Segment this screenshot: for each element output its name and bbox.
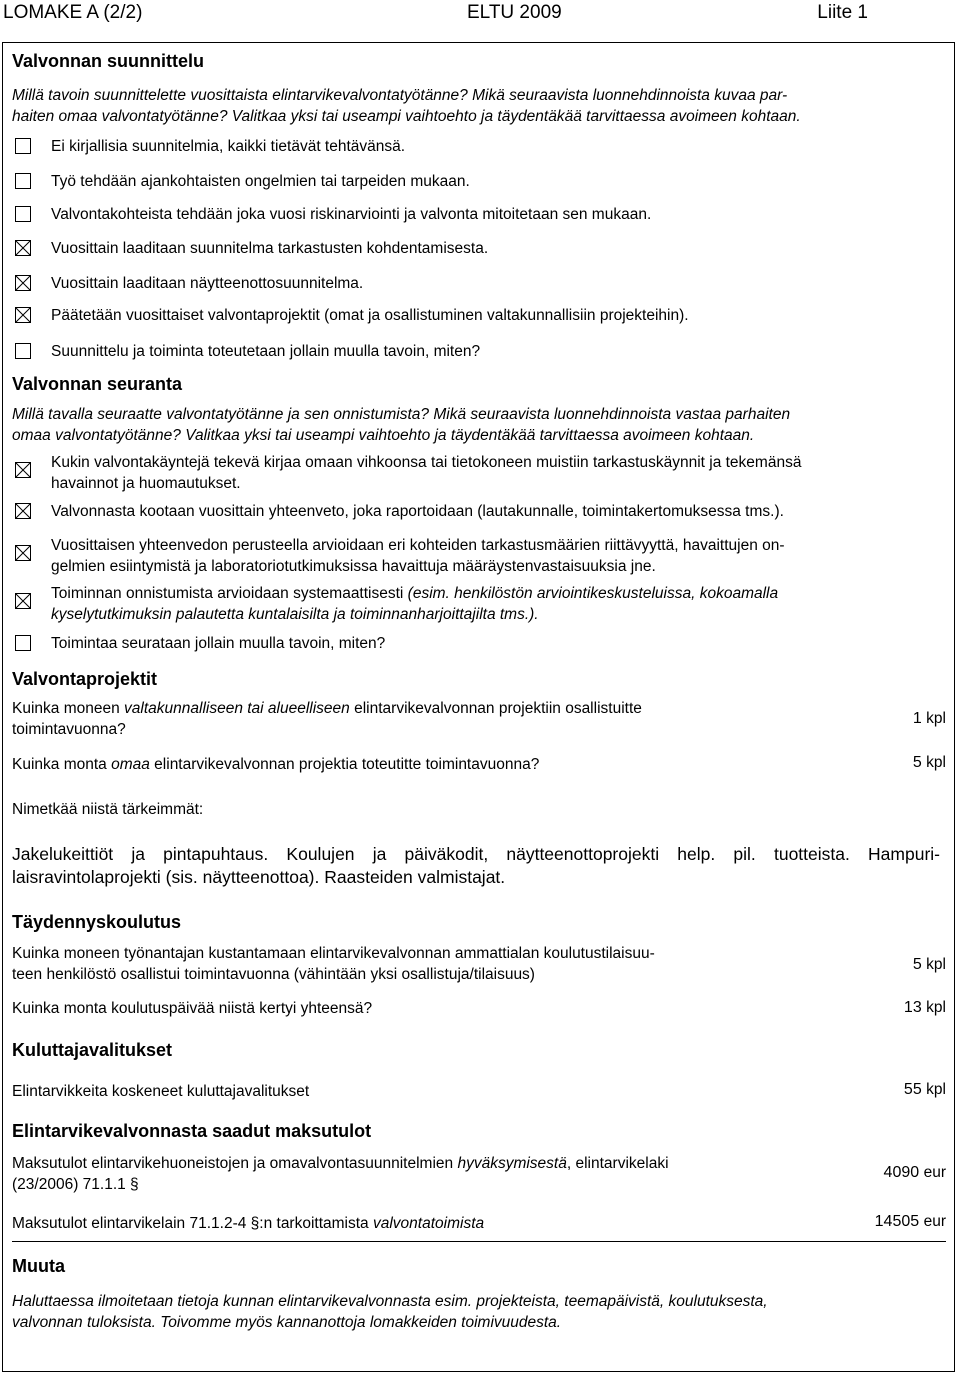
training-question-2: Kuinka monta koulutuspäivää niistä kertyi yhteensä? [12, 1000, 373, 1017]
monitoring-question-b: Mikä seuraavista luonnehdinnoista vastaa parhaiten [429, 406, 791, 423]
planning-question-line2: haiten omaa valvontatyötänne? Valitkaa yksi tai useampi vaihtoehto ja täydentäkää tarvittaessa avoimeen kohtaan. [12, 108, 801, 125]
monitoring-option[interactable] [12, 633, 946, 655]
projects-question-1 [12, 698, 792, 740]
planning-option[interactable] [12, 204, 946, 226]
fees-q2-a: Maksutulot elintarvikelain 71.1.2-4 §:n tarkoittamista [12, 1215, 373, 1232]
planning-option-label: Valvontakohteista tehdään joka vuosi riskinarviointi ja valvonta mitoitetaan sen mukaan. [51, 206, 652, 223]
projects-names-label: Nimetkää niistä tärkeimmät: [12, 801, 204, 818]
monitoring-option-line2: gelmien esiintymistä ja laboratoriotutkimuksissa havaittuja määräystenvastaisuuksia jne. [51, 558, 656, 575]
section-title-complaints: Kuluttajavalitukset [12, 1040, 173, 1060]
survey-title: ELTU 2009 [467, 2, 562, 23]
fees-q1-a: Maksutulot elintarvikehuoneistojen ja omavalvontasuunnitelmien [12, 1155, 458, 1172]
monitoring-option-label [51, 501, 946, 522]
monitoring-option[interactable] [12, 583, 946, 623]
form-frame [2, 42, 955, 1372]
planning-option[interactable] [12, 171, 946, 193]
training-q2-value: 13 [903, 999, 922, 1016]
monitoring-option-line1 [51, 633, 946, 654]
complaints-q1-unit: kpl [926, 1081, 946, 1098]
checkmark-x-icon [16, 241, 30, 255]
planning-option[interactable] [12, 238, 946, 260]
checkmark-x-icon [16, 546, 30, 560]
checkbox-checked[interactable] [15, 275, 31, 291]
monitoring-option-line1-text: Kukin valvontakäyntejä tekevä kirjaa omaan vihkoonsa tai tietokoneen muistiin tarkastuskäynnit ja tekemänsä [51, 454, 802, 471]
monitoring-option[interactable] [12, 535, 946, 575]
section-title-fees: Elintarvikevalvonnasta saadut maksutulot [12, 1121, 372, 1141]
training-q1-answer[interactable] [913, 956, 946, 974]
section-title-monitoring: Valvonnan seuranta [12, 374, 183, 394]
fees-q1-d: (23/2006) 71.1.1 § [12, 1176, 139, 1193]
projects-q2-answer[interactable] [913, 754, 946, 772]
fees-q1-value: 4090 [883, 1164, 920, 1181]
section-title-planning: Valvonnan suunnittelu [12, 51, 205, 71]
planning-option[interactable] [12, 341, 946, 363]
projects-q1-unit: kpl [926, 710, 946, 727]
monitoring-question-c: omaa valvontatyötänne? [12, 427, 181, 444]
planning-option-label: Päätetään vuosittaiset valvontaprojektit (omat ja osallistuminen valtakunnallisiin projekteihin). [51, 307, 689, 324]
projects-q2-value: 5 [912, 754, 922, 771]
checkbox-unchecked[interactable] [15, 635, 31, 651]
planning-question [12, 85, 942, 127]
monitoring-option-line1 [51, 501, 946, 522]
fees-q2-b: valvontatoimista [372, 1215, 485, 1232]
training-q2-unit: kpl [926, 999, 946, 1016]
monitoring-option[interactable] [12, 452, 946, 492]
planning-option-label: Ei kirjallisia suunnitelmia, kaikki tietävät tehtävänsä. [51, 138, 406, 155]
checkmark-x-icon [16, 276, 30, 290]
fees-question-1 [12, 1153, 812, 1195]
checkmark-x-icon [16, 504, 30, 518]
appendix-label: Liite 1 [817, 2, 868, 23]
checkbox-unchecked[interactable] [15, 343, 31, 359]
section-title-training: Täydennyskoulutus [12, 912, 182, 932]
page-header [3, 0, 960, 28]
planning-option-label: Työ tehdään ajankohtaisten ongelmien tai tarpeiden mukaan. [51, 173, 470, 190]
checkbox-checked[interactable] [15, 545, 31, 561]
projects-q1-c: elintarvikevalvonnan projektiin osallistuitte [349, 700, 642, 717]
checkbox-checked[interactable] [15, 593, 31, 609]
fees-q1-unit: eur [923, 1164, 946, 1181]
checkbox-unchecked[interactable] [15, 173, 31, 189]
checkmark-x-icon [16, 463, 30, 477]
fees-q2-unit: eur [923, 1213, 946, 1230]
monitoring-question-d: Valitkaa yksi tai useampi vaihtoehto ja täydentäkää tarvittaessa avoimeen kohtaan. [180, 427, 755, 444]
monitoring-option-line1 [51, 583, 946, 604]
monitoring-question-a: Millä tavalla seuraatte valvontatyötänne ja sen onnistumista? [12, 406, 430, 423]
training-q1-line2: teen henkilöstö osallistui toimintavuonna (vähintään yksi osallistuja/tilaisuus) [12, 966, 535, 983]
planning-question-line1: Millä tavoin suunnittelette vuosittaista elintarvikevalvontatyötänne? Mikä seuraavista luonnehdinnoista kuvaa par- [12, 87, 788, 104]
monitoring-option-line1-text: Vuosittaisen yhteenvedon perusteella arvioidaan eri kohteiden tarkastusmäärien riittävyyttä, havaittujen on- [51, 537, 785, 554]
section-title-other: Muuta [12, 1256, 65, 1276]
monitoring-option[interactable] [12, 501, 946, 523]
planning-option-label: Suunnittelu ja toiminta toteutetaan jollain muulla tavoin, miten? [51, 343, 481, 360]
monitoring-option-line1-text: Toimintaa seurataan jollain muulla tavoin, miten? [51, 635, 386, 652]
projects-q1-d: toimintavuonna? [12, 721, 126, 738]
monitoring-option-label [51, 633, 946, 654]
projects-q1-a: Kuinka moneen [12, 700, 125, 717]
projects-q2-c: elintarvikevalvonnan projektia toteutitte toimintavuonna? [149, 756, 540, 773]
monitoring-option-line2-italic: kyselytutkimuksin palautetta kuntalaisilta ja toiminnanharjoittajilta tms.). [51, 606, 539, 623]
planning-option[interactable] [12, 305, 946, 327]
planning-option[interactable] [12, 136, 946, 158]
fees-q2-answer[interactable] [875, 1213, 946, 1231]
planning-option-label: Vuosittain laaditaan näytteenottosuunnitelma. [51, 275, 364, 292]
monitoring-option-line1-italic: (esim. henkilöstön arviointikeskusteluissa, kokoamalla [407, 585, 779, 602]
planning-option[interactable] [12, 273, 946, 295]
monitoring-option-line1 [51, 535, 946, 556]
monitoring-option-label [51, 583, 946, 625]
monitoring-question [12, 404, 952, 446]
projects-q2-unit: kpl [926, 754, 946, 771]
projects-q1-b: valtakunnalliseen tai alueelliseen [124, 700, 350, 717]
checkbox-checked[interactable] [15, 240, 31, 256]
monitoring-option-label [51, 535, 946, 577]
projects-q1-answer[interactable] [913, 710, 946, 728]
monitoring-option-line1-text: Valvonnasta kootaan vuosittain yhteenveto, joka raportoidaan (lautakunnalle, toimintakertomuksessa tms.). [51, 503, 784, 520]
projects-q2-a: Kuinka monta [12, 756, 112, 773]
complaints-q1-value: 55 [903, 1081, 922, 1098]
checkbox-unchecked[interactable] [15, 206, 31, 222]
training-question-1 [12, 943, 792, 985]
fees-q1-c: , elintarvikelaki [566, 1155, 669, 1172]
complaints-q1-answer[interactable] [904, 1081, 946, 1099]
fees-q1-b: hyväksymisestä [457, 1155, 567, 1172]
planning-option-label: Vuosittain laaditaan suunnitelma tarkastusten kohdentamisesta. [51, 240, 489, 257]
monitoring-option-line1-text: Toiminnan onnistumista arvioidaan systemaattisesti [51, 585, 408, 602]
monitoring-option-line1 [51, 452, 946, 473]
monitoring-option-line2: havainnot ja huomautukset. [51, 475, 241, 492]
checkbox-checked[interactable] [15, 503, 31, 519]
fees-divider [12, 1241, 946, 1242]
fees-q2-value: 14505 [874, 1213, 920, 1230]
projects-q2-b: omaa [111, 756, 150, 773]
monitoring-option-label [51, 452, 946, 494]
fees-question-2 [12, 1213, 484, 1234]
checkbox-checked[interactable] [15, 307, 31, 323]
checkbox-unchecked[interactable] [15, 138, 31, 154]
training-q1-unit: kpl [926, 956, 946, 973]
projects-names-text[interactable]: Jakelukeittiöt ja pintapuhtaus. Koulujen ja päiväkodit, näytteenottoprojekti help. pil. tuotteista. Hampuri-laisravintolaprojekti (sis. näytteenottoa). Raasteiden valmistajat. [12, 844, 940, 887]
other-text-line1: Haluttaessa ilmoitetaan tietoja kunnan elintarvikevalvonnasta esim. projekteista, teemapäivistä, koulutuksesta, [12, 1293, 768, 1310]
projects-question-2 [12, 754, 539, 775]
projects-q1-value: 1 [912, 710, 922, 727]
training-q1-line1: Kuinka moneen työnantajan kustantamaan elintarvikevalvonnan ammattialan koulutustilaisuu- [12, 945, 655, 962]
checkmark-x-icon [16, 594, 30, 608]
other-text-line2: valvonnan tuloksista. Toivomme myös kannanottoja lomakkeiden toimivuudesta. [12, 1314, 562, 1331]
checkmark-x-icon [16, 308, 30, 322]
section-title-projects: Valvontaprojektit [12, 669, 158, 689]
other-text [12, 1291, 942, 1333]
complaints-question-1: Elintarvikkeita koskeneet kuluttajavalitukset [12, 1083, 310, 1100]
checkbox-checked[interactable] [15, 462, 31, 478]
training-q1-value: 5 [912, 956, 922, 973]
fees-q1-answer[interactable] [884, 1164, 946, 1182]
training-q2-answer[interactable] [904, 999, 946, 1017]
form-id: LOMAKE A (2/2) [3, 2, 143, 23]
